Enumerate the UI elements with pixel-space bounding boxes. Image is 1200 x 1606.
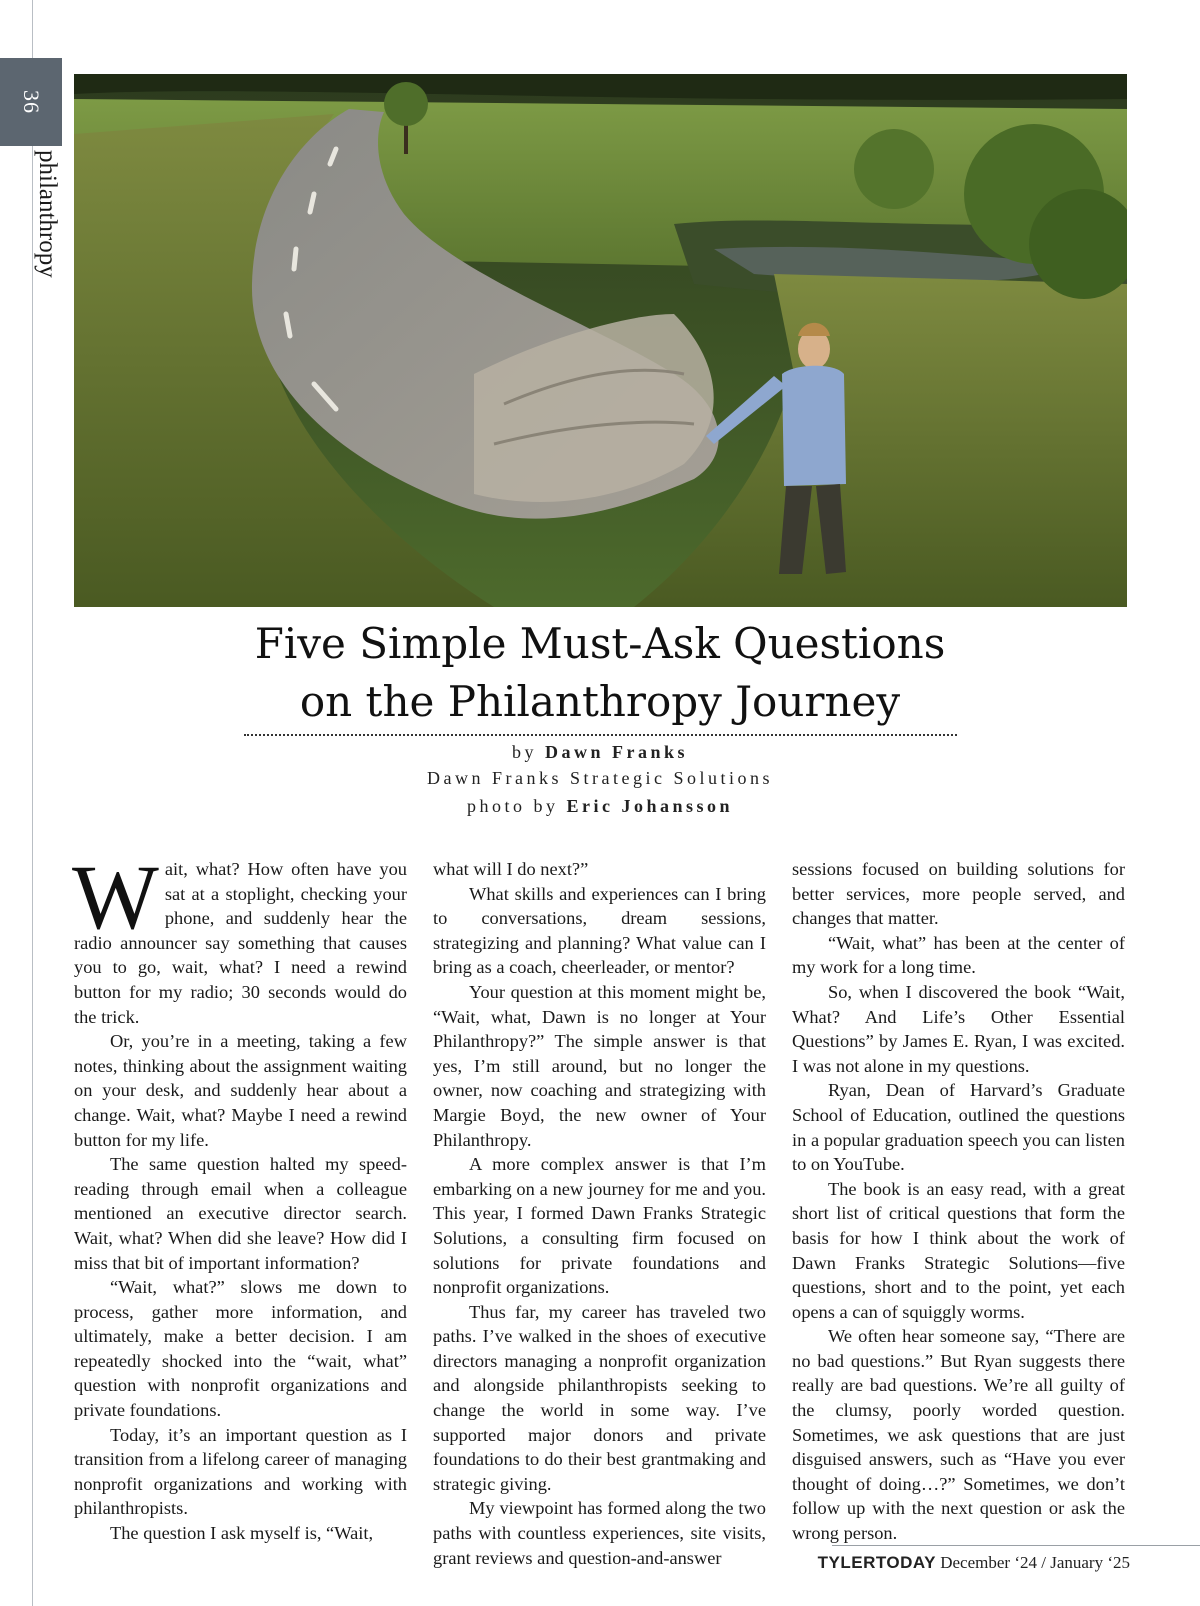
article-column-1 — [72, 846, 407, 1546]
hero-photo — [74, 74, 1127, 607]
hero-photo-illustration — [74, 74, 1127, 607]
byline-prefix: by — [511, 742, 537, 762]
section-label: philanthropy — [34, 150, 61, 278]
paragraph: So, when I discovered the book “Wait, What? And Life’s Other Essential Questions” by James E. Ryan, I was excited. I was not alone in my questions. — [792, 981, 1125, 1076]
paragraph — [72, 846, 407, 1029]
article-title — [120, 615, 1080, 731]
title-divider — [244, 734, 957, 736]
paragraph: Ryan, Dean of Harvard’s Graduate School of Education, outlined the questions in a popular graduation speech you can listen to on YouTube. — [792, 1080, 1125, 1175]
page-footer — [818, 1553, 1130, 1573]
paragraph: sessions focused on building solutions for better services, more people served, and changes that matter. — [792, 859, 1125, 929]
publication-name: TYLERTODAY — [817, 1553, 936, 1572]
paragraph: what will I do next?” — [433, 859, 589, 879]
page-number: 36 — [19, 90, 44, 114]
footer-divider — [832, 1545, 1200, 1546]
paragraph: Today, it’s an important question as I transition from a lifelong career of managing nonprofit organizations and working with philanthropists. — [74, 1424, 407, 1519]
paragraph: “Wait, what” has been at the center of my work for a long time. — [792, 932, 1125, 978]
photo-credit-prefix: photo by — [466, 796, 559, 816]
paragraph: “Wait, what?” slows me down to process, gather more information, and ultimately, make a better decision. I am repeatedly shocked into the “wait, what” question with nonprofit organizations and private foundations. — [74, 1277, 407, 1421]
paragraph: Or, you’re in a meeting, taking a few notes, thinking about the assignment waiting on your desk, and suddenly hear about a change. Wait, what? Maybe I need a rewind button for my life. — [74, 1031, 407, 1150]
article-title-line-1: Five Simple Must-Ask Questions — [254, 619, 946, 668]
author-organization: Dawn Franks Strategic Solutions — [427, 768, 773, 788]
paragraph: Your question at this moment might be, “Wait, what, Dawn is no longer at Your Philanthropy?” The simple answer is that yes, I’m still around, but no longer the owner, now coaching and strategizing with Margie Boyd, the new owner of Your Philanthropy. — [433, 981, 766, 1150]
author-name: Dawn Franks — [544, 742, 689, 762]
article-column-2 — [433, 857, 766, 1570]
issue-date: December ‘24 / January ‘25 — [940, 1553, 1130, 1572]
page-number-tab — [0, 58, 62, 146]
article-column-3 — [792, 857, 1125, 1546]
paragraph: What skills and experiences can I bring to conversations, dream sessions, strategizing and planning? What value can I bring as a coach, cheerleader, or mentor? — [433, 883, 766, 978]
paragraph: My viewpoint has formed along the two paths with countless experiences, site visits, grant reviews and question-and-answer — [433, 1498, 766, 1568]
photo-credit — [0, 796, 1200, 817]
paragraph: We often hear someone say, “There are no bad questions.” But Ryan suggests there really are bad questions. We’re all guilty of the clumsy, poorly worded question. Sometimes, we ask questions that are just disguised answers, such as “Have you ever thought of doing…?” Sometimes, we don’t follow up with the next question or ask the wrong person. — [792, 1326, 1125, 1544]
article-title-line-2: on the Philanthropy Journey — [299, 677, 901, 726]
paragraph: A more complex answer is that I’m embarking on a new journey for me and you. This year, I formed Dawn Franks Strategic Solutions, a consulting firm focused on solutions for private foundations and nonprofit organizations. — [433, 1154, 766, 1298]
drop-cap: W — [72, 846, 159, 948]
paragraph: The question I ask myself is, “Wait, — [110, 1523, 374, 1544]
author-byline — [0, 742, 1200, 763]
paragraph: The book is an easy read, with a great short list of critical questions that form the basis for how I think about the work of Dawn Franks Strategic Solutions—five questions, short and to the point, yet each opens a can of squiggly worms. — [792, 1178, 1125, 1322]
paragraph: Thus far, my career has traveled two paths. I’ve walked in the shoes of executive directors managing a nonprofit organization and alongside philanthropists seeking to change the world in some way. I’ve supported major donors and private foundations to do their best grantmaking and strategic giving. — [433, 1301, 766, 1494]
photographer-name: Eric Johansson — [566, 796, 734, 816]
paragraph-text: ait, what? How often have you sat at a stoplight, checking your phone, and suddenly hear the radio announcer say something that causes you to go, wait, what? I need a rewind button for my radio; 30 seconds would do the trick. — [74, 859, 407, 1027]
paragraph: The same question halted my speed-reading through email when a colleague mentioned an executive director search. Wait, what? When did she leave? How did I miss that bit of important information? — [74, 1154, 407, 1273]
